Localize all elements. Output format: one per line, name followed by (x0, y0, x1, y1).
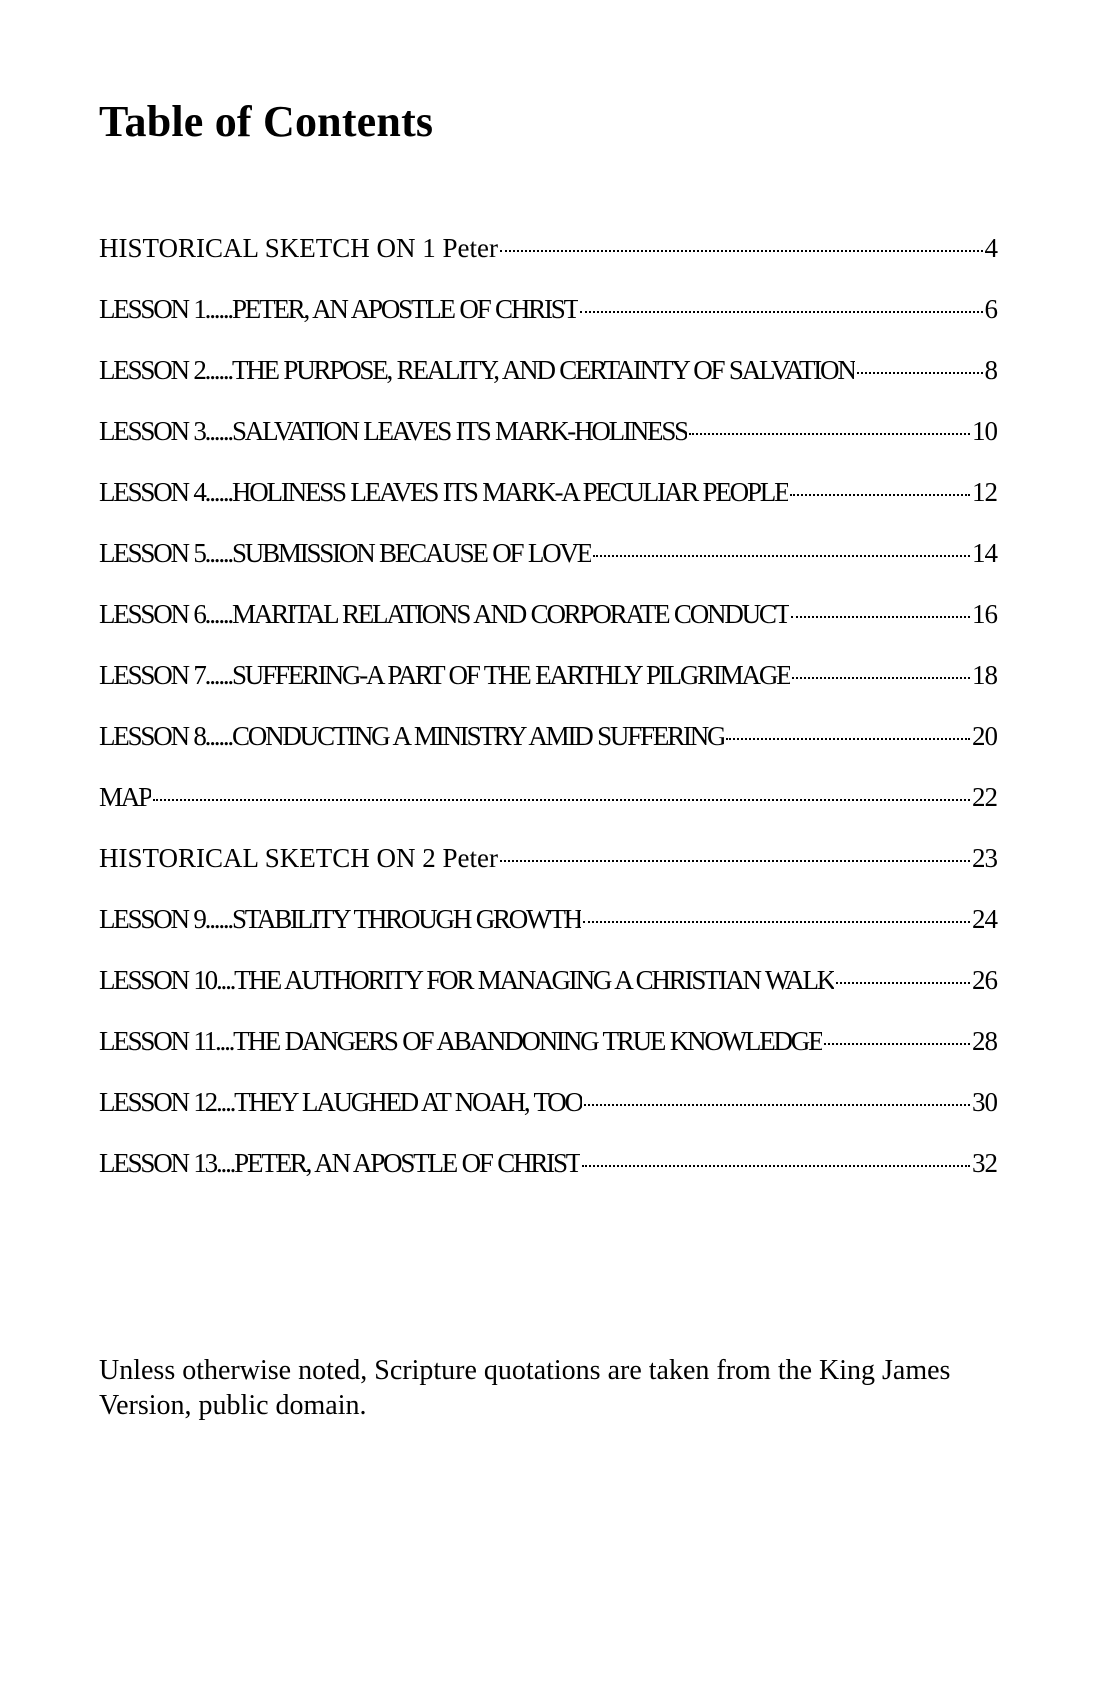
toc-entry-label: LESSON 2......THE PURPOSE, REALITY, AND CERTAINTY OF SALVATION (99, 355, 855, 385)
toc-entry-page-number: 23 (972, 843, 997, 873)
dot-leader (791, 614, 970, 618)
dot-leader (584, 1102, 970, 1106)
toc-entry (99, 838, 997, 899)
toc-entry-label: LESSON 5......SUBMISSION BECAUSE OF LOVE (99, 538, 592, 568)
toc-entry (99, 1143, 997, 1204)
toc-entry-page-number: 20 (972, 721, 997, 751)
toc-entry-label: HISTORICAL SKETCH ON 1 Peter (99, 233, 498, 263)
toc-entry-page-number: 8 (984, 355, 997, 385)
toc-entry-page-number: 10 (972, 416, 997, 446)
toc-entry (99, 899, 997, 960)
toc-entry-label: LESSON 9......STABILITY THROUGH GROWTH (99, 904, 581, 934)
toc-entry (99, 655, 997, 716)
toc-entry-page-number: 16 (972, 599, 997, 629)
toc-entry (99, 1082, 997, 1143)
dot-leader (824, 1041, 970, 1045)
toc-entry (99, 777, 997, 838)
toc-entry (99, 472, 997, 533)
toc-entry-page-number: 6 (984, 294, 997, 324)
dot-leader (836, 980, 970, 984)
dot-leader (726, 736, 970, 740)
toc-entry-page-number: 12 (972, 477, 997, 507)
dot-leader (792, 675, 970, 679)
toc-entry-page-number: 24 (972, 904, 997, 934)
dot-leader (153, 797, 970, 801)
dot-leader (583, 919, 970, 923)
toc-entry (99, 960, 997, 1021)
toc-entry-page-number: 26 (972, 965, 997, 995)
dot-leader (500, 858, 970, 862)
toc-entry-label: LESSON 1......PETER, AN APOSTLE OF CHRIST (99, 294, 578, 324)
toc-entry-label: LESSON 10....THE AUTHORITY FOR MANAGING A CHRISTIAN WALK (99, 965, 835, 995)
dot-leader (790, 492, 970, 496)
scripture-copyright-note: Unless otherwise noted, Scripture quotations are taken from the King James Version, public domain. (99, 1355, 951, 1421)
toc-entry-page-number: 4 (984, 233, 997, 263)
toc-entry-label: LESSON 12....THEY LAUGHED AT NOAH, TOO (99, 1087, 582, 1117)
toc-entry-label: LESSON 8......CONDUCTING A MINISTRY AMID SUFFERING (99, 721, 725, 751)
toc-entry (99, 1021, 997, 1082)
toc-entry-label: HISTORICAL SKETCH ON 2 Peter (99, 843, 498, 873)
dot-leader (593, 553, 970, 557)
dot-leader (500, 248, 983, 252)
toc-entry (99, 289, 997, 350)
toc-entry-label: LESSON 4......HOLINESS LEAVES ITS MARK-A PECULIAR PEOPLE (99, 477, 789, 507)
toc-entry-label: MAP (99, 782, 151, 812)
toc-entry-page-number: 32 (972, 1148, 997, 1178)
toc-entry (99, 716, 997, 777)
toc-entry (99, 594, 997, 655)
toc-entry (99, 228, 997, 289)
dot-leader (582, 1163, 970, 1167)
toc-entry-page-number: 14 (972, 538, 997, 568)
toc-entry-label: LESSON 6......MARITAL RELATIONS AND CORPORATE CONDUCT (99, 599, 790, 629)
dot-leader (580, 309, 983, 313)
dot-leader (857, 370, 983, 374)
table-of-contents (99, 228, 997, 1204)
toc-entry-label: LESSON 7......SUFFERING-A PART OF THE EARTHLY PILGRIMAGE (99, 660, 791, 690)
toc-entry-label: LESSON 13....PETER, AN APOSTLE OF CHRIST (99, 1148, 581, 1178)
toc-entry-label: LESSON 11....THE DANGERS OF ABANDONING TRUE KNOWLEDGE (99, 1026, 823, 1056)
toc-entry-page-number: 18 (972, 660, 997, 690)
toc-entry-label: LESSON 3......SALVATION LEAVES ITS MARK-HOLINESS (99, 416, 687, 446)
page-title: Table of Contents (99, 97, 434, 146)
toc-entry-page-number: 22 (972, 782, 997, 812)
toc-entry (99, 350, 997, 411)
toc-entry (99, 533, 997, 594)
dot-leader (689, 431, 970, 435)
toc-entry-page-number: 30 (972, 1087, 997, 1117)
toc-entry (99, 411, 997, 472)
toc-entry-page-number: 28 (972, 1026, 997, 1056)
